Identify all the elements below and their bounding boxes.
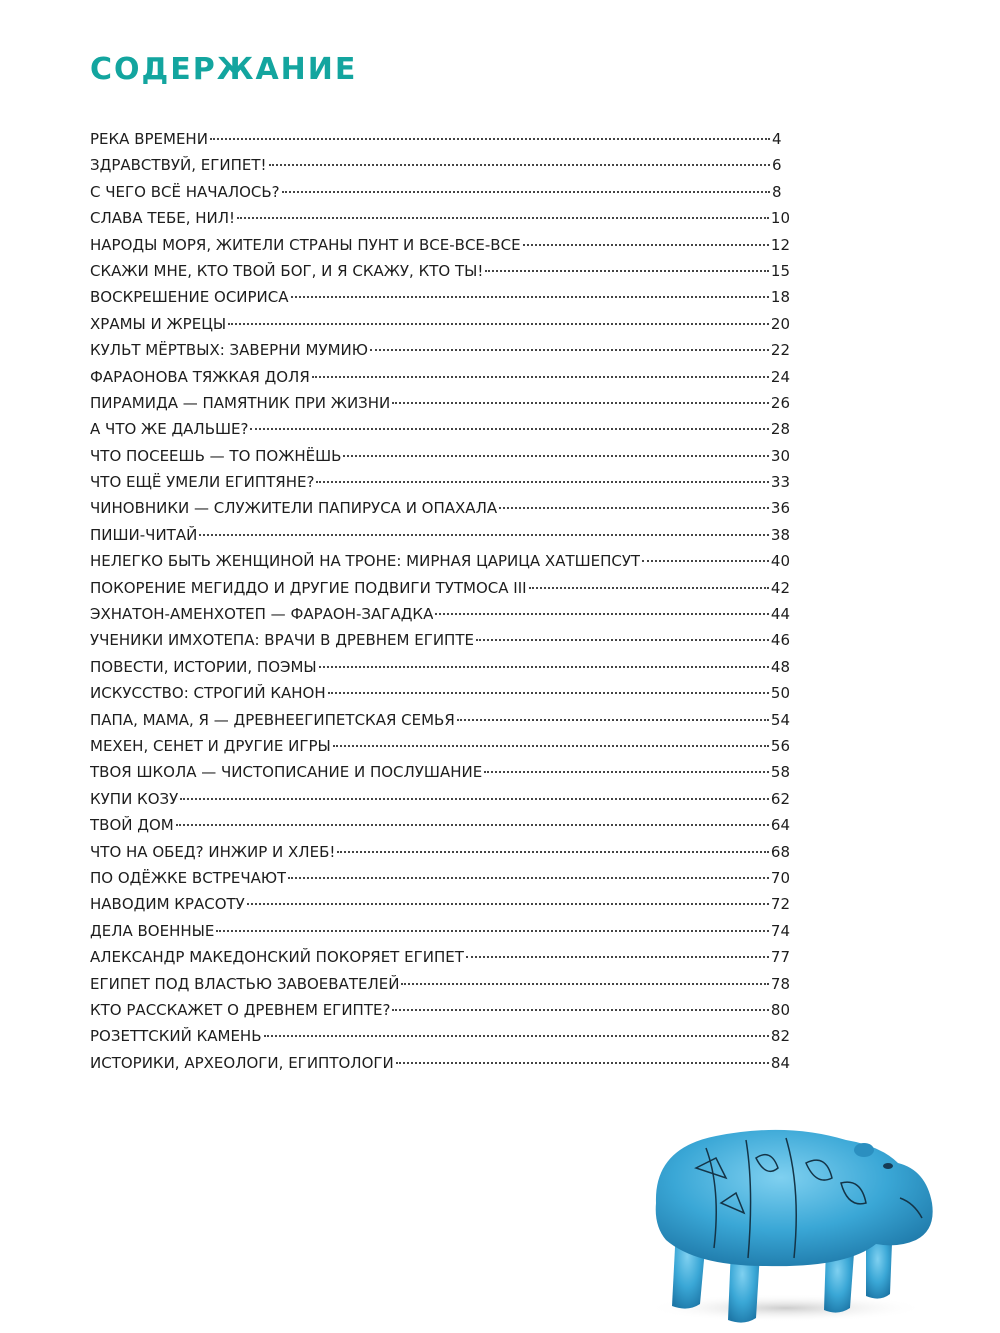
toc-entry-title: ИСКУССТВО: СТРОГИЙ КАНОН	[90, 684, 326, 703]
toc-entry-page-number: 80	[770, 1000, 790, 1019]
toc-leader-dots	[396, 1062, 769, 1064]
toc-entry-title: ПАПА, МАМА, Я — ДРЕВНЕЕГИПЕТСКАЯ СЕМЬЯ	[90, 710, 455, 729]
hippo-figurine-image	[636, 1108, 936, 1328]
toc-entry-page-number: 84	[770, 1053, 790, 1072]
toc-entry-page-number: 56	[770, 736, 790, 755]
toc-entry	[90, 548, 790, 574]
toc-entry	[90, 839, 790, 865]
toc-entry-page-number: 62	[770, 789, 790, 808]
toc-entry	[90, 865, 790, 891]
toc-leader-dots	[291, 296, 769, 298]
toc-entry-title: ПО ОДЁЖКЕ ВСТРЕЧАЮТ	[90, 868, 287, 887]
toc-entry	[90, 205, 790, 231]
toc-entry	[90, 416, 790, 442]
toc-entry	[90, 152, 790, 178]
toc-leader-dots	[247, 903, 769, 905]
toc-leader-dots	[319, 666, 769, 668]
toc-entry	[90, 707, 790, 733]
toc-leader-dots	[523, 244, 769, 246]
table-of-contents	[90, 126, 790, 1076]
toc-leader-dots	[457, 719, 769, 721]
toc-entry	[90, 786, 790, 812]
toc-entry-page-number: 68	[770, 842, 790, 861]
toc-leader-dots	[312, 376, 769, 378]
toc-entry-page-number: 72	[770, 895, 790, 914]
toc-entry-page-number: 15	[770, 261, 790, 280]
toc-entry-page-number: 22	[770, 341, 790, 360]
toc-entry-title: ЧТО ПОСЕЕШЬ — ТО ПОЖНЁШЬ	[90, 446, 342, 465]
toc-entry-page-number: 42	[770, 578, 790, 597]
toc-entry	[90, 759, 790, 785]
toc-leader-dots	[476, 639, 769, 641]
toc-entry-page-number: 77	[770, 948, 790, 967]
toc-entry-page-number: 78	[770, 974, 790, 993]
toc-leader-dots	[499, 507, 769, 509]
toc-entry-page-number: 36	[770, 499, 790, 518]
page-title: СОДЕРЖАНИЕ	[90, 52, 358, 87]
toc-leader-dots	[250, 428, 768, 430]
toc-entry-page-number: 18	[770, 288, 790, 307]
toc-entry-title: НАРОДЫ МОРЯ, ЖИТЕЛИ СТРАНЫ ПУНТ И ВСЕ-ВСЕ-ВСЕ	[90, 235, 521, 254]
toc-leader-dots	[337, 851, 769, 853]
toc-entry	[90, 364, 790, 390]
toc-entry-page-number: 48	[770, 657, 790, 676]
toc-entry-title: СКАЖИ МНЕ, КТО ТВОЙ БОГ, И Я СКАЖУ, КТО ТЫ!	[90, 261, 484, 280]
toc-entry	[90, 971, 790, 997]
toc-entry	[90, 522, 790, 548]
toc-entry-page-number: 33	[770, 473, 790, 492]
toc-leader-dots	[333, 745, 769, 747]
toc-entry-title: ПОКОРЕНИЕ МЕГИДДО И ДРУГИЕ ПОДВИГИ ТУТМОСА III	[90, 578, 527, 597]
toc-entry	[90, 654, 790, 680]
toc-entry	[90, 258, 790, 284]
toc-leader-dots	[343, 455, 768, 457]
toc-leader-dots	[269, 164, 770, 166]
toc-leader-dots	[484, 771, 769, 773]
toc-leader-dots	[210, 138, 770, 140]
toc-entry	[90, 495, 790, 521]
toc-entry-page-number: 12	[770, 235, 790, 254]
toc-entry	[90, 390, 790, 416]
toc-leader-dots	[370, 349, 769, 351]
toc-leader-dots	[466, 956, 769, 958]
toc-entry	[90, 337, 790, 363]
toc-entry-title: ПОВЕСТИ, ИСТОРИИ, ПОЭМЫ	[90, 657, 317, 676]
toc-leader-dots	[642, 560, 769, 562]
toc-entry-title: НАВОДИМ КРАСОТУ	[90, 895, 245, 914]
toc-entry-page-number: 40	[770, 552, 790, 571]
toc-entry-title: ЗДРАВСТВУЙ, ЕГИПЕТ!	[90, 156, 267, 175]
toc-entry	[90, 443, 790, 469]
toc-leader-dots	[392, 402, 769, 404]
toc-entry-page-number: 50	[770, 684, 790, 703]
toc-entry-title: ХРАМЫ И ЖРЕЦЫ	[90, 314, 227, 333]
toc-leader-dots	[435, 613, 769, 615]
toc-entry-title: ЕГИПЕТ ПОД ВЛАСТЬЮ ЗАВОЕВАТЕЛЕЙ	[90, 974, 400, 993]
toc-entry-title: КУПИ КОЗУ	[90, 789, 179, 808]
toc-leader-dots	[288, 877, 769, 879]
toc-leader-dots	[228, 323, 769, 325]
toc-entry	[90, 575, 790, 601]
toc-leader-dots	[264, 1035, 769, 1037]
toc-leader-dots	[199, 534, 769, 536]
toc-entry-title: КУЛЬТ МЁРТВЫХ: ЗАВЕРНИ МУМИЮ	[90, 341, 368, 360]
toc-entry-title: С ЧЕГО ВСЁ НАЧАЛОСЬ?	[90, 182, 280, 201]
toc-entry-title: ФАРАОНОВА ТЯЖКАЯ ДОЛЯ	[90, 367, 310, 386]
toc-entry	[90, 918, 790, 944]
toc-leader-dots	[316, 481, 768, 483]
toc-entry-title: ВОСКРЕШЕНИЕ ОСИРИСА	[90, 288, 289, 307]
toc-leader-dots	[216, 930, 769, 932]
toc-entry-title: РОЗЕТТСКИЙ КАМЕНЬ	[90, 1027, 262, 1046]
toc-leader-dots	[176, 824, 769, 826]
toc-entry	[90, 601, 790, 627]
toc-entry	[90, 126, 790, 152]
toc-entry-title: КТО РАССКАЖЕТ О ДРЕВНЕМ ЕГИПТЕ?	[90, 1000, 391, 1019]
toc-entry-page-number: 58	[770, 763, 790, 782]
toc-entry-page-number: 38	[770, 525, 790, 544]
toc-entry	[90, 891, 790, 917]
toc-entry-page-number: 6	[772, 156, 782, 175]
toc-entry	[90, 284, 790, 310]
toc-entry	[90, 627, 790, 653]
toc-entry	[90, 469, 790, 495]
toc-entry	[90, 944, 790, 970]
toc-entry-page-number: 30	[770, 446, 790, 465]
toc-entry-page-number: 10	[770, 209, 790, 228]
toc-entry	[90, 311, 790, 337]
toc-entry-page-number: 54	[770, 710, 790, 729]
toc-entry-page-number: 82	[770, 1027, 790, 1046]
toc-entry-page-number: 64	[770, 816, 790, 835]
toc-leader-dots	[392, 1009, 768, 1011]
toc-entry-page-number: 8	[772, 182, 782, 201]
toc-entry	[90, 997, 790, 1023]
toc-entry-page-number: 74	[770, 921, 790, 940]
toc-entry-title: ПИШИ-ЧИТАЙ	[90, 525, 198, 544]
toc-entry-title: ЧТО НА ОБЕД? ИНЖИР И ХЛЕБ!	[90, 842, 336, 861]
toc-leader-dots	[237, 217, 769, 219]
toc-entry-page-number: 70	[770, 868, 790, 887]
toc-entry-title: АЛЕКСАНДР МАКЕДОНСКИЙ ПОКОРЯЕТ ЕГИПЕТ	[90, 948, 464, 967]
toc-entry-title: ТВОЙ ДОМ	[90, 816, 174, 835]
toc-entry-title: ИСТОРИКИ, АРХЕОЛОГИ, ЕГИПТОЛОГИ	[90, 1053, 394, 1072]
toc-leader-dots	[485, 270, 769, 272]
toc-entry-title: ДЕЛА ВОЕННЫЕ	[90, 921, 215, 940]
toc-entry	[90, 179, 790, 205]
toc-entry-page-number: 4	[772, 130, 782, 148]
toc-entry-page-number: 46	[770, 631, 790, 650]
toc-entry	[90, 232, 790, 258]
toc-entry-title: ТВОЯ ШКОЛА — ЧИСТОПИСАНИЕ И ПОСЛУШАНИЕ	[90, 763, 483, 782]
toc-entry-page-number: 20	[770, 314, 790, 333]
toc-entry	[90, 1050, 790, 1076]
toc-leader-dots	[180, 798, 769, 800]
toc-entry-title: СЛАВА ТЕБЕ, НИЛ!	[90, 209, 236, 228]
toc-leader-dots	[282, 191, 770, 193]
toc-entry-title: А ЧТО ЖЕ ДАЛЬШЕ?	[90, 420, 249, 439]
toc-entry-page-number: 44	[770, 605, 790, 624]
toc-entry-title: ПИРАМИДА — ПАМЯТНИК ПРИ ЖИЗНИ	[90, 393, 391, 412]
toc-entry	[90, 680, 790, 706]
toc-entry-title: НЕЛЕГКО БЫТЬ ЖЕНЩИНОЙ НА ТРОНЕ: МИРНАЯ ЦАРИЦА ХАТШЕПСУТ	[90, 552, 641, 571]
toc-entry	[90, 733, 790, 759]
toc-entry-title: РЕКА ВРЕМЕНИ	[90, 130, 208, 148]
toc-entry	[90, 812, 790, 838]
toc-entry-title: МЕХЕН, СЕНЕТ И ДРУГИЕ ИГРЫ	[90, 736, 331, 755]
toc-leader-dots	[328, 692, 769, 694]
toc-entry-title: ЭХНАТОН-АМЕНХОТЕП — ФАРАОН-ЗАГАДКА	[90, 605, 434, 624]
toc-leader-dots	[401, 983, 768, 985]
toc-leader-dots	[529, 587, 769, 589]
toc-entry-page-number: 28	[770, 420, 790, 439]
toc-entry-title: ЧИНОВНИКИ — СЛУЖИТЕЛИ ПАПИРУСА И ОПАХАЛА	[90, 499, 498, 518]
toc-entry	[90, 1023, 790, 1049]
toc-entry-page-number: 24	[770, 367, 790, 386]
toc-entry-page-number: 26	[770, 393, 790, 412]
toc-entry-title: УЧЕНИКИ ИМХОТЕПА: ВРАЧИ В ДРЕВНЕМ ЕГИПТЕ	[90, 631, 474, 650]
toc-entry-title: ЧТО ЕЩЁ УМЕЛИ ЕГИПТЯНЕ?	[90, 473, 315, 492]
